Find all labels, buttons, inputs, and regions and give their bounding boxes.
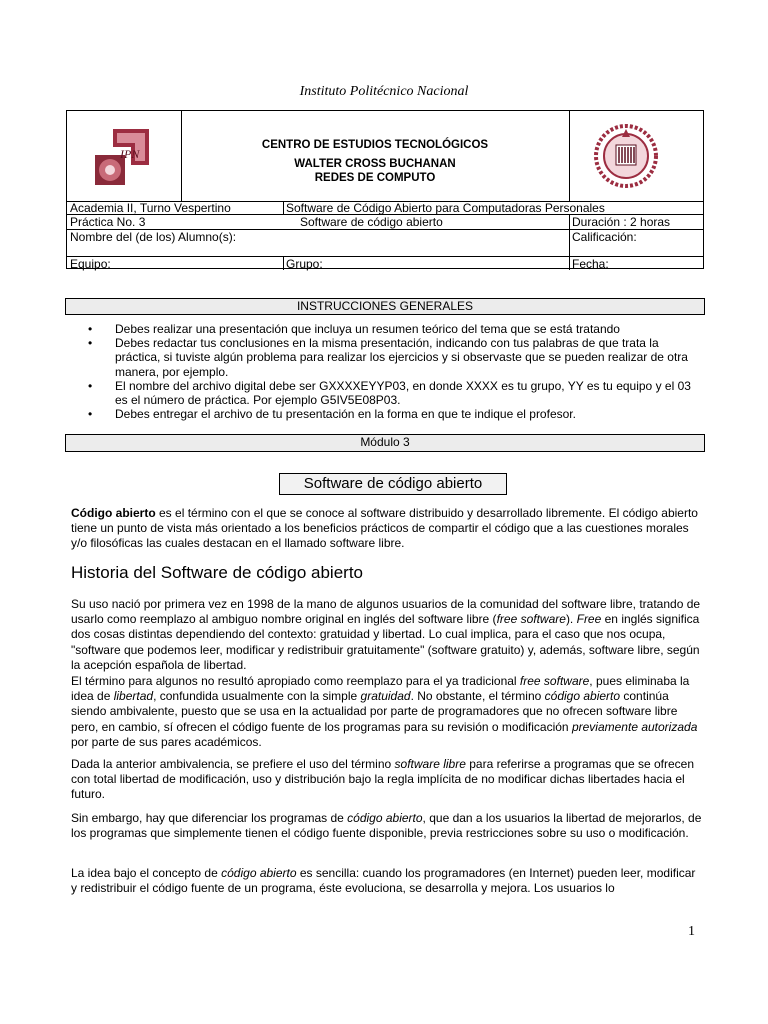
intro-paragraph	[71, 506, 703, 552]
duration-cell: Duración : 2 horas	[572, 215, 671, 229]
team-cell: Equipo:	[70, 257, 111, 271]
instructions-list	[84, 322, 704, 421]
instruction-item: • El nombre del archivo digital debe ser GXXXXEYYP03, en donde XXXX es tu grupo, YY es tu equipo y el 03 es el número de práctica. Por ejemplo G5IV5E08P03.	[84, 379, 704, 407]
header-table	[66, 110, 704, 269]
institute-name: Instituto Politécnico Nacional	[299, 84, 469, 99]
grade-cell: Calificación:	[572, 230, 637, 244]
instruction-item: • Debes entregar el archivo de tu presentación en la forma en que te indique el profesor.	[84, 407, 704, 421]
career-name: REDES DE COMPUTO	[314, 172, 436, 184]
practice-cell: Práctica No. 3	[70, 215, 146, 229]
history-heading: Historia del Software de código abierto	[71, 563, 363, 582]
student-name-cell: Nombre del (de los) Alumno(s):	[70, 230, 237, 244]
instruction-item: • Debes realizar una presentación que incluya un resumen teórico del tema que se está tratando	[84, 322, 704, 336]
history-paragraph-5: La idea bajo el concepto de código abierto es sencilla: cuando los programadores (en Internet) pueden leer, modificar y redistribuir el código fuente de un programa, éste evoluciona, se desarrolla y mejora. Los usuarios lo	[71, 866, 696, 896]
subject-cell: Software de Código Abierto para Computadoras Personales	[286, 201, 605, 215]
topic-cell: Software de código abierto	[300, 215, 443, 229]
school-subname: WALTER CROSS BUCHANAN	[294, 158, 456, 170]
ipn-logo-icon	[93, 125, 153, 187]
svg-text:IPN: IPN	[120, 147, 140, 161]
school-name: CENTRO DE ESTUDIOS TECNOLÓGICOS	[261, 139, 489, 151]
history-paragraph-3: Dada la anterior ambivalencia, se prefiere el uso del término software libre para referirse a programas que se ofrecen con total libertad de modificación, uso y distribución bajo la regla implícita de no modificar dichas libertades hacia el futuro.	[71, 757, 695, 802]
intro-term: Código abierto	[71, 506, 156, 520]
intro-text: es el término con el que se conoce al software distribuido y desarrollado libremente. El código abierto tiene un punto de vista más orientado a los beneficios prácticos de compartir el código que a las cuestiones morales y/o filosóficas las cuales destacan en el llamado software libre.	[71, 506, 698, 551]
section-title: Software de código abierto	[279, 473, 507, 495]
history-paragraph-2: El término para algunos no resultó apropiado como reemplazo para el ya tradicional free software, pues eliminaba la idea de libertad, confundida usualmente con la simple gratuidad. No obstante, el término código abierto continúa siendo ambivalente, puesto que se usa en la actualidad por parte de programadores que no ofrecen software libre pero, en cambio, sí ofrecen el código fuente de los programas para su revisión o modificación previamente autorizada por parte de sus pares académicos.	[71, 674, 698, 749]
date-cell: Fecha:	[572, 257, 609, 271]
module-label: Módulo 3	[65, 434, 705, 452]
cecyt-seal-icon	[592, 123, 660, 189]
instruction-item: • Debes redactar tus conclusiones en la misma presentación, indicando con tus palabras de que trata la práctica, si tuviste algún problema para realizar los ejercicios y si observaste que se pueden realizar de otra manera, por ejemplo.	[84, 336, 704, 379]
history-paragraph-4: Sin embargo, hay que diferenciar los programas de código abierto, que dan a los usuarios la libertad de mejorarlos, de los programas que simplemente tienen el código fuente disponible, previa restricciones sobre su uso o modificación.	[71, 811, 702, 841]
group-cell: Grupo:	[286, 257, 323, 271]
page-number: 1	[688, 924, 695, 939]
academy-cell: Academia II, Turno Vespertino	[70, 201, 231, 215]
instructions-title: INSTRUCCIONES GENERALES	[65, 298, 705, 315]
history-paragraph-1: Su uso nació por primera vez en 1998 de la mano de algunos usuarios de la comunidad del software libre, tratando de usarlo como reemplazo al ambiguo nombre original en inglés del software libre (free software). Free en inglés significa dos cosas distintas dependiendo del contexto: gratuidad y libertad. Lo cual implica, para el caso que nos ocupa, "software que podemos leer, modificar y redistribuir gratuitamente" (software gratuito) y, además, software libre, según la acepción española de libertad.	[71, 597, 701, 672]
